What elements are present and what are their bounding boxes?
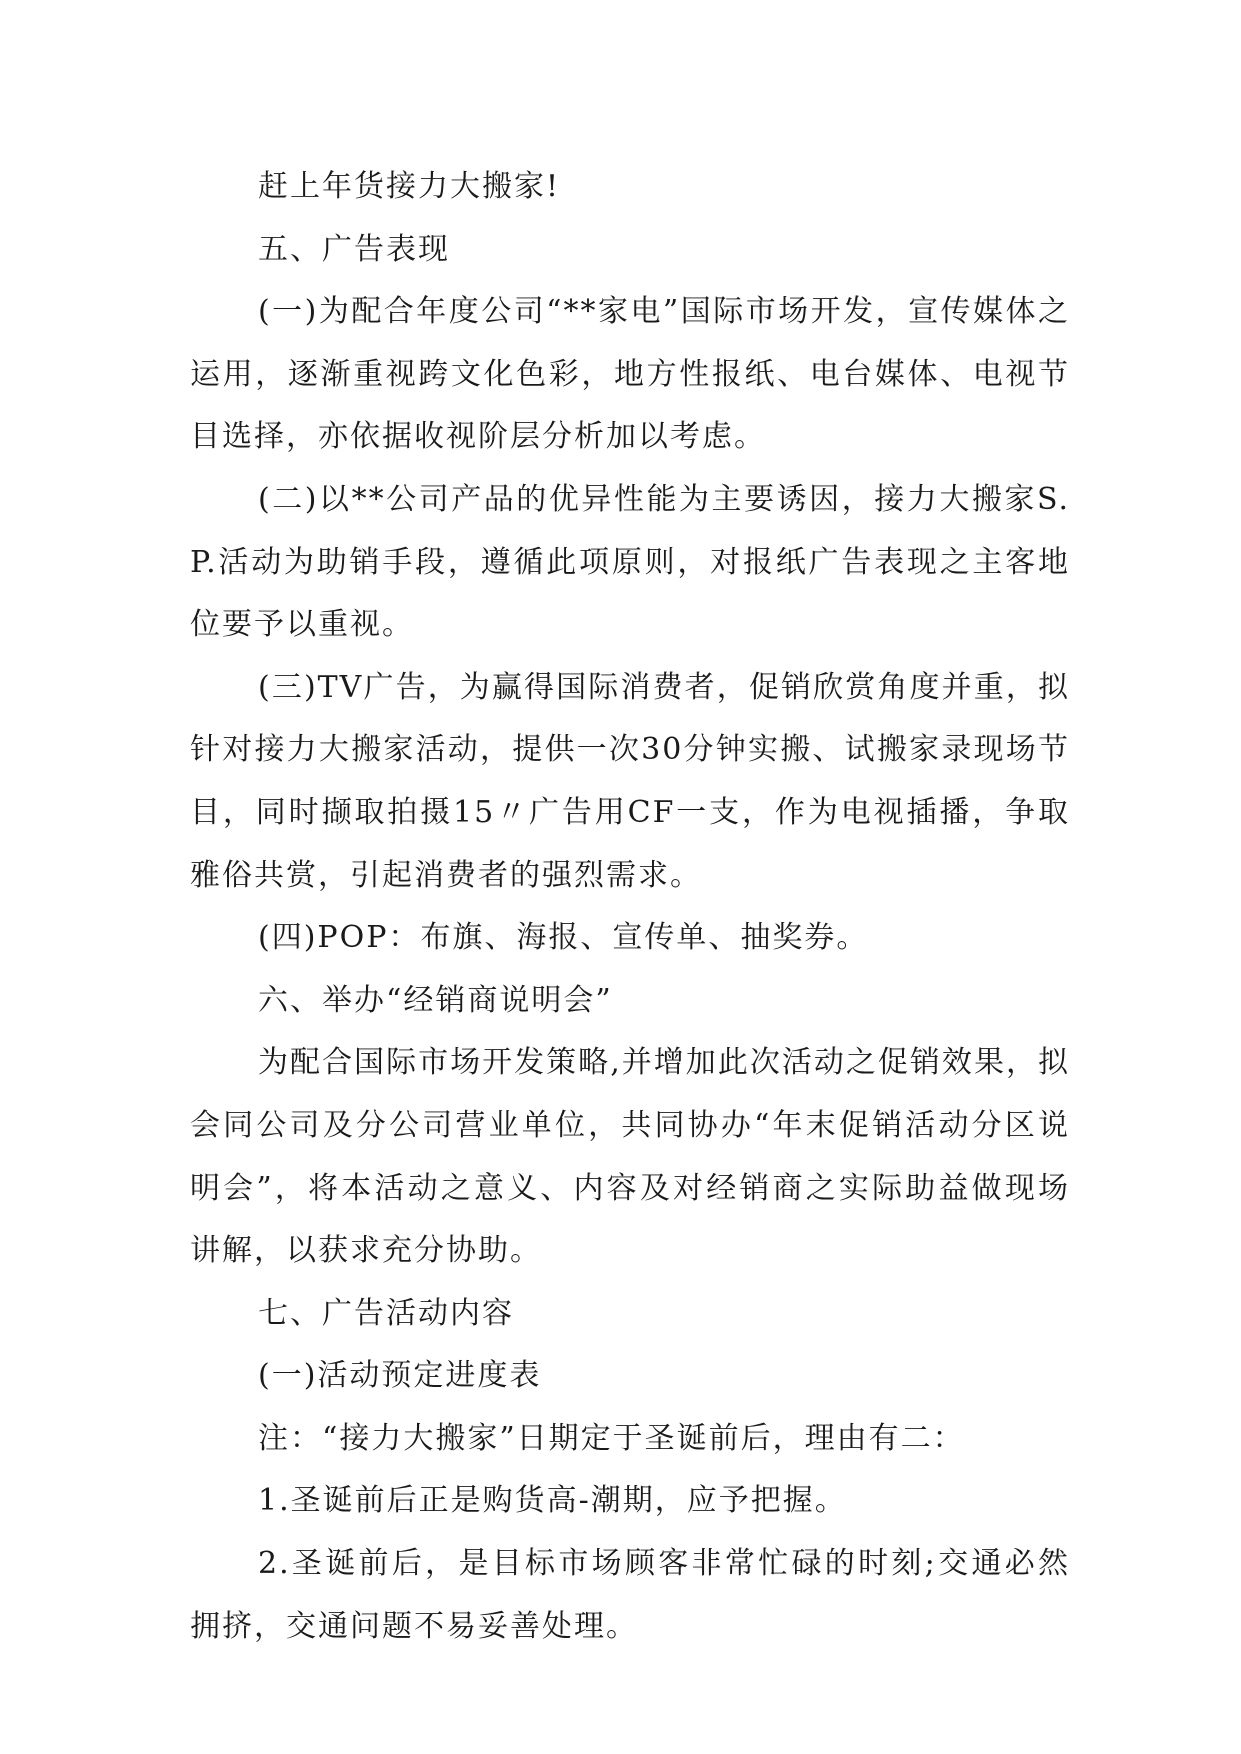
paragraph-intro-slogan: 赶上年货接力大搬家!	[258, 169, 561, 204]
section-heading-dealer-meeting: 六、举办“经销商说明会”	[258, 982, 613, 1018]
paragraph-dealer-meeting: 为配合国际市场开发策略,并增加此次活动之促销效果，拟会同公司及分公司营业单位，共同协办“年末促销活动分区说明会”，将本活动之意义、内容及对经销商之实际助益做现场讲解，以获求充分协助。	[190, 1045, 1070, 1269]
section-heading-advertising: 五、广告表现	[258, 231, 450, 267]
paragraph-reason-2: 2.圣诞前后，是目标市场顾客非常忙碌的时刻;交通必然拥挤，交通问题不易妥善处理。	[190, 1546, 1070, 1644]
paragraph-ad-3: (三)TV广告，为赢得国际消费者，促销欣赏角度并重，拟针对接力大搬家活动，提供一次30分钟实搬、试搬家录现场节目，同时撷取拍摄15〃广告用CF一支，作为电视插播，争取雅俗共赏，引起消费者的强烈需求。	[190, 669, 1070, 893]
paragraph-reason-1: 1.圣诞前后正是购货高-潮期，应予把握。	[258, 1483, 847, 1519]
document-body	[190, 156, 1070, 1658]
paragraph-ad-1: (一)为配合年度公司“**家电”国际市场开发，宣传媒体之运用，逐渐重视跨文化色彩，地方性报纸、电台媒体、电视节目选择，亦依据收视阶层分析加以考虑。	[190, 294, 1070, 455]
paragraph-ad-4: (四)POP：布旗、海报、宣传单、抽奖券。	[258, 920, 869, 956]
section-heading-activity-content: 七、广告活动内容	[258, 1295, 514, 1331]
subheading-schedule: (一)活动预定进度表	[258, 1358, 542, 1394]
paragraph-note: 注：“接力大搬家”日期定于圣诞前后，理由有二：	[258, 1420, 965, 1456]
paragraph-ad-2: (二)以**公司产品的优异性能为主要诱因，接力大搬家S.P.活动为助销手段，遵循此项原则，对报纸广告表现之主客地位要予以重视。	[190, 481, 1070, 643]
